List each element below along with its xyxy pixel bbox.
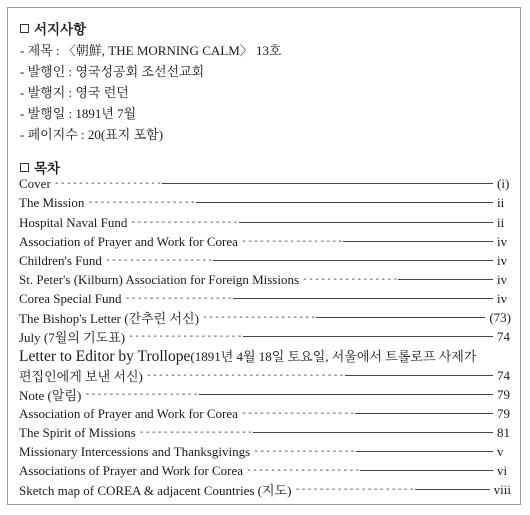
checkbox-icon [20,24,29,33]
toc-entry-page: 74 [497,328,510,344]
toc-entry-page: iv [497,290,508,306]
toc-leader-line [233,298,493,299]
toc-entry[interactable] [19,309,511,326]
bib-date-line: - 발행일 : 1891년 7월 [20,106,137,121]
toc-entry-dashes: ------------------- [84,389,199,400]
toc-entry[interactable] [19,405,511,422]
toc-entry-dashes: ------------------ [130,217,239,228]
toc-entry[interactable] [19,481,511,498]
toc-entry-title: Note (알림) [19,388,82,403]
toc-entry-title: Association of Prayer and Work for Corea [19,405,238,421]
toc-entry[interactable] [19,328,511,345]
toc-entry-title: St. Peter's (Kilburn) Association for Foreign Missions [19,271,300,287]
toc-entry-page: 79 [497,386,510,402]
toc-entry[interactable] [19,424,511,441]
toc-entry-title: The Spirit of Missions [19,424,136,440]
toc-heading [20,157,60,177]
toc-entry[interactable] [19,386,511,403]
toc-entry-dashes: ------------------- [128,331,243,342]
toc-entry[interactable] [19,462,511,479]
toc-entry-title: Cover [19,175,51,191]
toc-entry-page: vi [497,462,508,478]
toc-entry-title: July (7월의 기도표) [19,330,126,345]
toc-entry-dashes: ------------------- [138,427,254,438]
toc-entry[interactable] [19,290,511,307]
toc-entry-dashes: -------------------- [294,484,415,495]
toc-entry-subtitle: (1891년 4월 18일 토요일, 서울에서 트롤로프 사제가 [190,349,477,364]
toc-entry-page: iv [497,233,508,249]
bib-title-line: - 제목 : 〈朝鮮, THE MORNING CALM〉 13호 [20,43,282,58]
bib-heading-text: 서지사항 [34,22,87,37]
toc-entry-page: iv [497,271,508,287]
toc-entry[interactable] [19,194,511,211]
toc-leader-line [196,202,493,203]
toc-entry-dashes: ----------------- [240,236,344,247]
toc-entry-page: iv [497,252,508,268]
toc-entry-title: Sketch map of COREA & adjacent Countries (지도) [19,483,292,498]
toc-leader-line [355,413,493,414]
toc-entry[interactable] [19,233,511,250]
toc-entry-page: (73) [489,309,511,325]
toc-entry-dashes: ------------------- [201,312,317,323]
toc-entry-dashes: ------------------ [53,178,163,189]
bib-pages-line: - 페이지수 : 20(표지 포함) [20,127,164,142]
checkbox-icon [20,163,29,172]
toc-leader-line [343,241,493,242]
toc-entry-title: Hospital Naval Fund [19,214,128,230]
toc-entry-title: Missionary Intercessions and Thanksgivings [19,443,251,459]
toc-heading-text: 목차 [34,161,61,176]
toc-entry-dashes: ------------------ [124,293,233,304]
toc-entry-trollope-continued[interactable] [19,367,511,384]
toc-entry-title: Association of Prayer and Work for Corea [19,233,238,249]
toc-leader-line [345,375,493,376]
toc-entry-dashes: ------------------ [104,255,214,266]
toc-entry-page: viii [493,481,511,497]
toc-entry-dashes: --------------------------------- [145,370,345,381]
bib-place-line: - 발행지 : 영국 런던 [20,85,129,100]
toc-leader-line [162,183,493,184]
toc-entry-title: Children's Fund [19,252,102,268]
toc-leader-line [199,394,493,395]
toc-entry-page: 79 [497,405,510,421]
toc-entry-dashes: ------------------- [246,465,361,476]
toc-entry[interactable] [19,271,511,288]
toc-entry-title-continued: 편집인에게 보낸 서신) [19,369,143,384]
toc-entry-page: 74 [497,367,510,383]
toc-entry[interactable] [19,214,511,231]
toc-entry-title: Associations of Prayer and Work for Corea [19,462,243,478]
bib-publisher-line: - 발행인 : 영국성공회 조선선교회 [20,64,205,79]
toc-entry[interactable] [19,175,511,192]
toc-entry-trollope[interactable] [19,346,476,366]
toc-leader-line [253,432,493,433]
toc-entry-dashes: ------------------- [240,408,356,419]
bib-heading [20,18,86,38]
toc-leader-line [356,451,493,452]
toc-entry-title: Corea Special Fund [19,290,122,306]
toc-leader-line [415,489,490,490]
toc-entry-page: 81 [497,424,510,440]
toc-entry[interactable] [19,252,511,269]
toc-leader-line [398,279,493,280]
toc-leader-line [316,317,485,318]
toc-entry-title: The Bishop's Letter (간추린 서신) [19,311,199,326]
toc-entry-page: v [497,443,504,459]
toc-leader-line [213,260,493,261]
toc-leader-line [243,336,493,337]
toc-entry-title: Letter to Editor by Trollope [19,348,191,365]
toc-entry-dashes: ----------------- [253,446,356,457]
toc-leader-line [360,470,493,471]
toc-entry-dashes: ------------------ [87,197,196,208]
toc-leader-line [239,222,493,223]
toc-entry-dashes: ---------------- [302,274,399,285]
toc-entry-page: ii [497,194,505,210]
toc-entry[interactable] [19,443,511,460]
toc-entry-page: (i) [497,175,510,191]
toc-entry-title: The Mission [19,194,85,210]
toc-entry-page: ii [497,214,505,230]
